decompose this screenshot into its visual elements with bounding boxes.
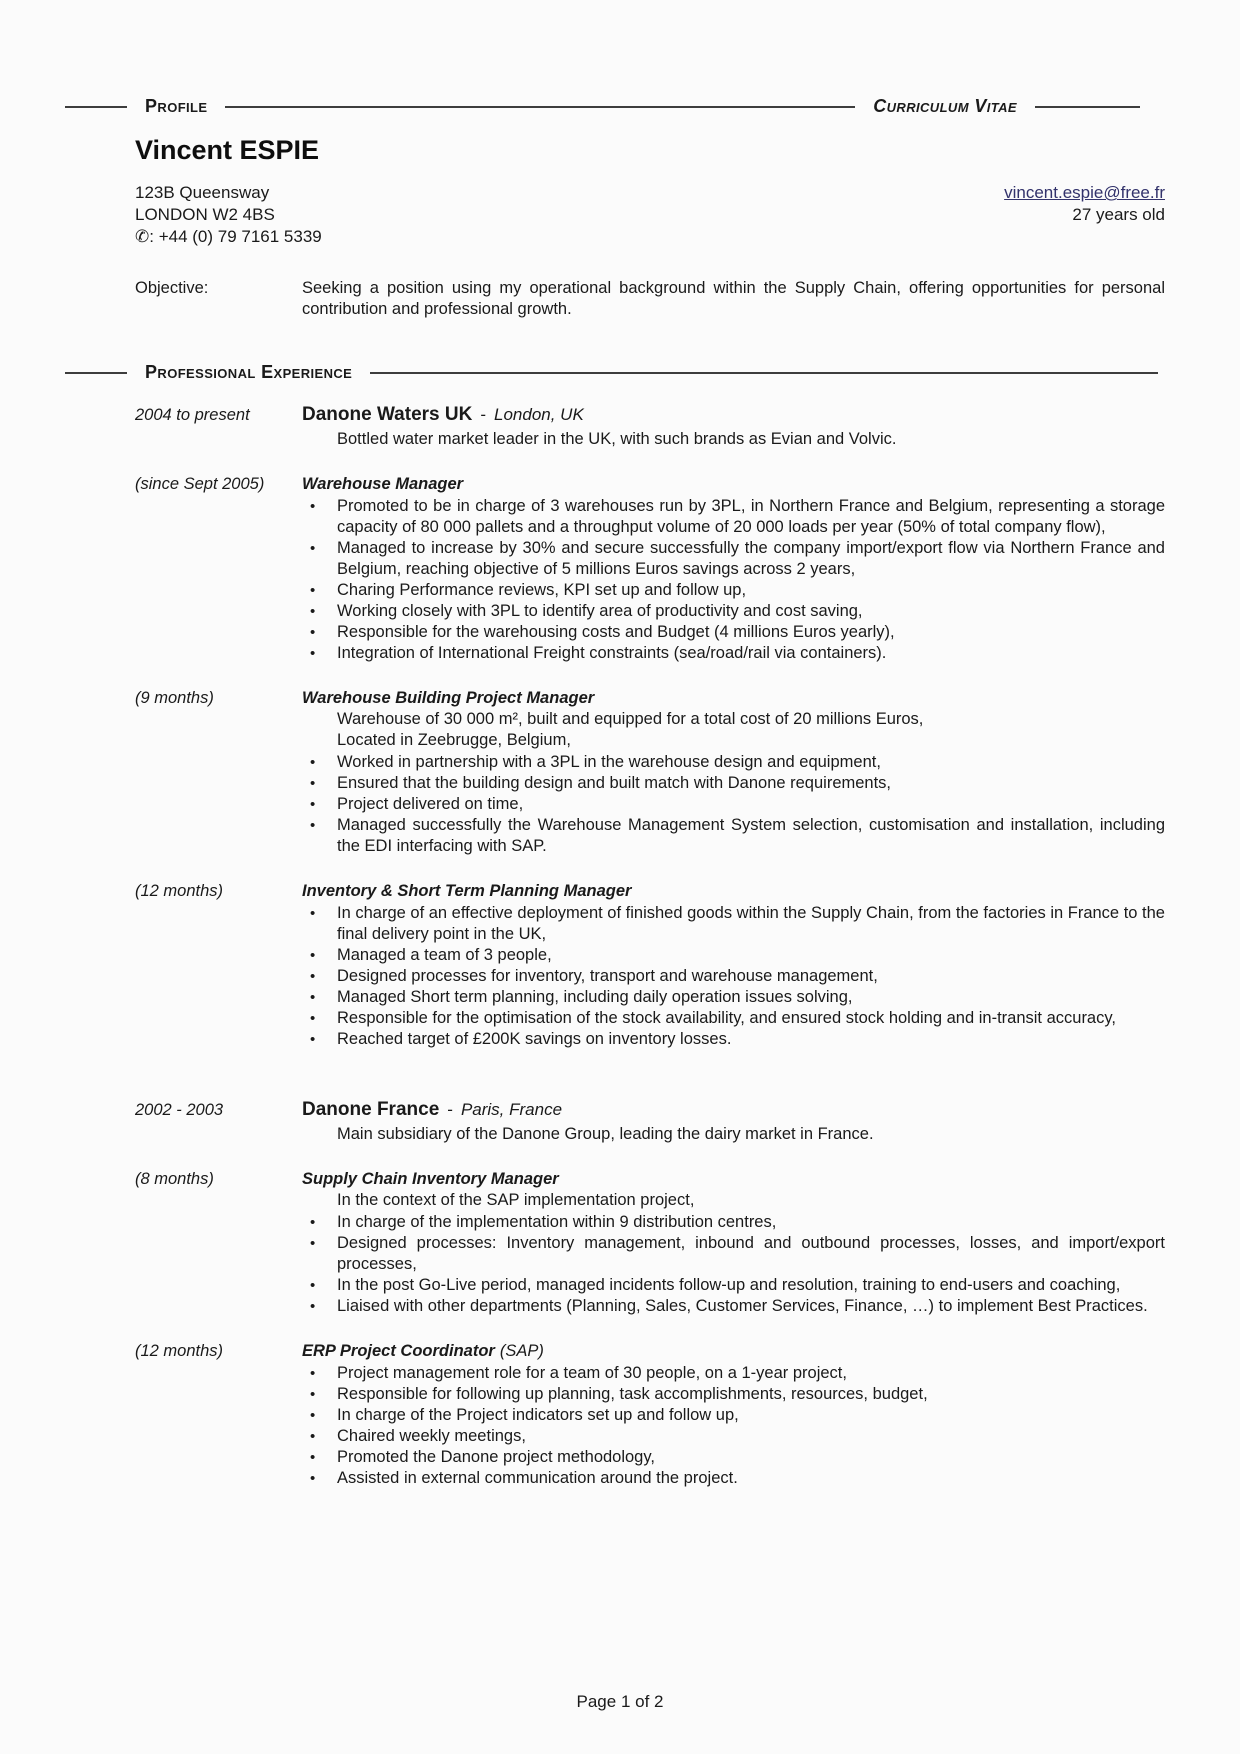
phone-line bbox=[135, 226, 322, 248]
objective-label: Objective: bbox=[135, 279, 209, 297]
bullet-item bbox=[310, 903, 1165, 945]
bullet-text: In charge of the Project indicators set up and follow up, bbox=[337, 1406, 739, 1424]
bullet-text: Liaised with other departments (Planning, Sales, Customer Services, Finance, …) to implement Best Practices. bbox=[337, 1297, 1148, 1315]
header-rule-middle bbox=[225, 106, 855, 108]
bullet-marker: • bbox=[310, 645, 316, 662]
experience-section-header bbox=[65, 362, 1158, 383]
page-header bbox=[65, 96, 1140, 117]
bullet-item bbox=[310, 496, 1165, 538]
role-main bbox=[302, 688, 1165, 857]
bullet-item bbox=[310, 1275, 1165, 1296]
header-rule-right bbox=[1035, 106, 1140, 108]
candidate-name: Vincent ESPIE bbox=[135, 135, 320, 165]
bullet-marker: • bbox=[310, 1428, 316, 1445]
bullet-text: Assisted in external communication around the project. bbox=[337, 1469, 738, 1487]
bullet-marker: • bbox=[310, 947, 316, 964]
company-name: Danone France bbox=[302, 1099, 440, 1120]
company-location-separator: - bbox=[447, 1100, 453, 1119]
bullet-item bbox=[310, 1405, 1165, 1426]
role-block bbox=[135, 1169, 1165, 1317]
bullet-text: Responsible for following up planning, task accomplishments, resources, budget, bbox=[337, 1385, 928, 1403]
role-title: Supply Chain Inventory Manager bbox=[302, 1170, 559, 1188]
role-title: Warehouse Manager bbox=[302, 475, 464, 493]
bullet-text: Worked in partnership with a 3PL in the warehouse design and equipment, bbox=[337, 753, 881, 771]
address-line-1: 123B Queensway bbox=[135, 183, 270, 202]
bullet-marker: • bbox=[310, 1407, 316, 1424]
bullet-item bbox=[310, 1029, 1165, 1050]
role-main bbox=[302, 474, 1165, 664]
bullet-text: Managed to increase by 30% and secure successfully the company import/export flow via Northern France and Belgium, reaching objective of 5 millions Euros savings across 2 years, bbox=[337, 539, 1165, 578]
contact-address bbox=[135, 182, 322, 248]
company-line bbox=[302, 1098, 1165, 1123]
company-location: Paris, France bbox=[460, 1100, 563, 1119]
bullet-text: Ensured that the building design and built match with Danone requirements, bbox=[337, 774, 892, 792]
role-title-line bbox=[302, 688, 1165, 709]
bullet-item bbox=[310, 1447, 1165, 1468]
role-title: Inventory & Short Term Planning Manager bbox=[302, 882, 632, 900]
bullet-text: Designed processes: Inventory management, inbound and outbound processes, losses, and import/export processes, bbox=[337, 1234, 1165, 1273]
bullet-marker: • bbox=[310, 905, 316, 922]
entry-main bbox=[302, 1098, 1165, 1145]
entry-period: 2004 to present bbox=[135, 406, 250, 424]
bullet-item bbox=[310, 1008, 1165, 1029]
address-line-2: LONDON W2 4BS bbox=[135, 205, 275, 224]
bullet-item bbox=[310, 794, 1165, 815]
bullet-item bbox=[310, 1363, 1165, 1384]
role-main bbox=[302, 1169, 1165, 1317]
bullet-item bbox=[310, 815, 1165, 857]
role-title: ERP Project Coordinator bbox=[302, 1342, 495, 1360]
section-rule-left bbox=[65, 372, 127, 374]
experience-entry bbox=[135, 403, 1165, 1050]
role-bullet-list bbox=[302, 1363, 1165, 1489]
role-main bbox=[302, 1341, 1165, 1489]
role-title-line bbox=[302, 1341, 1165, 1362]
role-block bbox=[135, 881, 1165, 1050]
bullet-text: Project management role for a team of 30 people, on a 1-year project, bbox=[337, 1364, 847, 1382]
role-bullet-list bbox=[302, 1212, 1165, 1317]
profile-label: Profile bbox=[145, 96, 208, 116]
bullet-text: Promoted the Danone project methodology, bbox=[337, 1448, 655, 1466]
bullet-marker: • bbox=[310, 1449, 316, 1466]
email-link[interactable]: vincent.espie@free.fr bbox=[1004, 183, 1165, 202]
role-bullet-list bbox=[302, 903, 1165, 1050]
bullet-marker: • bbox=[310, 1298, 316, 1315]
bullet-marker: • bbox=[310, 540, 316, 557]
bullet-item bbox=[310, 773, 1165, 794]
company-description: Bottled water market leader in the UK, with such brands as Evian and Volvic. bbox=[337, 430, 897, 448]
role-duration: (12 months) bbox=[135, 882, 224, 900]
bullet-marker: • bbox=[310, 1214, 316, 1231]
bullet-marker: • bbox=[310, 582, 316, 599]
role-duration: (since Sept 2005) bbox=[135, 475, 265, 493]
bullet-text: Charing Performance reviews, KPI set up and follow up, bbox=[337, 581, 747, 599]
bullet-item bbox=[310, 1296, 1165, 1317]
bullet-text: Managed successfully the Warehouse Management System selection, customisation and installation, including the EDI interfacing with SAP. bbox=[337, 816, 1165, 855]
bullet-text: Designed processes for inventory, transport and warehouse management, bbox=[337, 967, 878, 985]
bullet-text: Responsible for the warehousing costs and Budget (4 millions Euros yearly), bbox=[337, 623, 895, 641]
role-title-line bbox=[302, 1169, 1165, 1190]
experience-list bbox=[0, 403, 1240, 1489]
role-title-line bbox=[302, 881, 1165, 902]
role-intro-line: Located in Zeebrugge, Belgium, bbox=[337, 731, 571, 749]
bullet-text: In charge of an effective deployment of finished goods within the Supply Chain, from the factories in France to the final delivery point in the UK, bbox=[337, 904, 1165, 943]
curriculum-vitae-label: Curriculum Vitae bbox=[873, 96, 1017, 116]
bullet-item bbox=[310, 643, 1165, 664]
company-line bbox=[302, 403, 1165, 428]
bullet-marker: • bbox=[310, 796, 316, 813]
bullet-marker: • bbox=[310, 498, 316, 515]
role-title-line bbox=[302, 474, 1165, 495]
bullet-text: Chaired weekly meetings, bbox=[337, 1427, 526, 1445]
bullet-marker: • bbox=[310, 989, 316, 1006]
bullet-marker: • bbox=[310, 1470, 316, 1487]
page-number: Page 1 of 2 bbox=[576, 1692, 664, 1711]
role-block bbox=[135, 688, 1165, 857]
role-block bbox=[135, 1341, 1165, 1489]
role-bullet-list bbox=[302, 496, 1165, 664]
bullet-text: Managed a team of 3 people, bbox=[337, 946, 552, 964]
contact-block bbox=[135, 182, 1165, 248]
section-rule-right bbox=[370, 372, 1158, 374]
objective-block bbox=[135, 278, 1165, 320]
company-location-separator: - bbox=[480, 405, 486, 424]
role-intro-line: In the context of the SAP implementation project, bbox=[337, 1191, 695, 1209]
objective-text: Seeking a position using my operational background within the Supply Chain, offering opportunities for personal contribution and professional growth. bbox=[302, 279, 1165, 318]
bullet-text: Integration of International Freight constraints (sea/road/rail via containers). bbox=[337, 644, 887, 662]
bullet-text: Managed Short term planning, including daily operation issues solving, bbox=[337, 988, 853, 1006]
bullet-item bbox=[310, 538, 1165, 580]
bullet-marker: • bbox=[310, 1031, 316, 1048]
bullet-text: Project delivered on time, bbox=[337, 795, 524, 813]
bullet-text: In charge of the implementation within 9 distribution centres, bbox=[337, 1213, 777, 1231]
company-name: Danone Waters UK bbox=[302, 404, 473, 425]
bullet-item bbox=[310, 1233, 1165, 1275]
bullet-item bbox=[310, 987, 1165, 1008]
bullet-marker: • bbox=[310, 624, 316, 641]
bullet-marker: • bbox=[310, 1235, 316, 1252]
bullet-text: Working closely with 3PL to identify area of productivity and cost saving, bbox=[337, 602, 863, 620]
role-block bbox=[135, 474, 1165, 664]
bullet-marker: • bbox=[310, 968, 316, 985]
entry-main bbox=[302, 403, 1165, 450]
phone-icon: ✆ bbox=[135, 227, 150, 246]
role-title-suffix: (SAP) bbox=[499, 1342, 544, 1360]
bullet-item bbox=[310, 752, 1165, 773]
bullet-marker: • bbox=[310, 817, 316, 834]
entry-period: 2002 - 2003 bbox=[135, 1101, 224, 1119]
age-text: 27 years old bbox=[1072, 205, 1165, 224]
bullet-item bbox=[310, 1384, 1165, 1405]
company-location: London, UK bbox=[494, 405, 584, 424]
entry-head bbox=[135, 1098, 1165, 1145]
bullet-marker: • bbox=[310, 1010, 316, 1027]
contact-meta bbox=[1004, 182, 1165, 248]
bullet-item bbox=[310, 1426, 1165, 1447]
role-intro-line: Warehouse of 30 000 m², built and equipped for a total cost of 20 millions Euros, bbox=[337, 710, 924, 728]
bullet-item bbox=[310, 601, 1165, 622]
bullet-item bbox=[310, 580, 1165, 601]
page-content bbox=[0, 135, 1240, 320]
role-title: Warehouse Building Project Manager bbox=[302, 689, 595, 707]
bullet-marker: • bbox=[310, 1277, 316, 1294]
header-rule-left bbox=[65, 106, 127, 108]
bullet-marker: • bbox=[310, 1386, 316, 1403]
bullet-item bbox=[310, 945, 1165, 966]
role-bullet-list bbox=[302, 752, 1165, 857]
bullet-marker: • bbox=[310, 754, 316, 771]
experience-section-title: Professional Experience bbox=[145, 362, 353, 382]
company-description: Main subsidiary of the Danone Group, leading the dairy market in France. bbox=[337, 1125, 874, 1143]
phone-number: : +44 (0) 79 7161 5339 bbox=[149, 227, 322, 246]
experience-entry bbox=[135, 1098, 1165, 1489]
bullet-marker: • bbox=[310, 1365, 316, 1382]
role-main bbox=[302, 881, 1165, 1050]
bullet-item bbox=[310, 1212, 1165, 1233]
bullet-item bbox=[310, 966, 1165, 987]
bullet-item bbox=[310, 1468, 1165, 1489]
entry-head bbox=[135, 403, 1165, 450]
bullet-text: Responsible for the optimisation of the stock availability, and ensured stock holding and in-transit accuracy, bbox=[337, 1009, 1116, 1027]
role-duration: (8 months) bbox=[135, 1170, 214, 1188]
bullet-marker: • bbox=[310, 775, 316, 792]
role-duration: (12 months) bbox=[135, 1342, 224, 1360]
bullet-item bbox=[310, 622, 1165, 643]
role-duration: (9 months) bbox=[135, 689, 214, 707]
bullet-marker: • bbox=[310, 603, 316, 620]
bullet-text: Promoted to be in charge of 3 warehouses run by 3PL, in Northern France and Belgium, representing a storage capacity of 80 000 pallets and a throughput volume of 20 000 loads per year (50% of total company flow), bbox=[337, 497, 1165, 536]
bullet-text: In the post Go-Live period, managed incidents follow-up and resolution, training to end-users and coaching, bbox=[337, 1276, 1121, 1294]
bullet-text: Reached target of £200K savings on inventory losses. bbox=[337, 1030, 732, 1048]
